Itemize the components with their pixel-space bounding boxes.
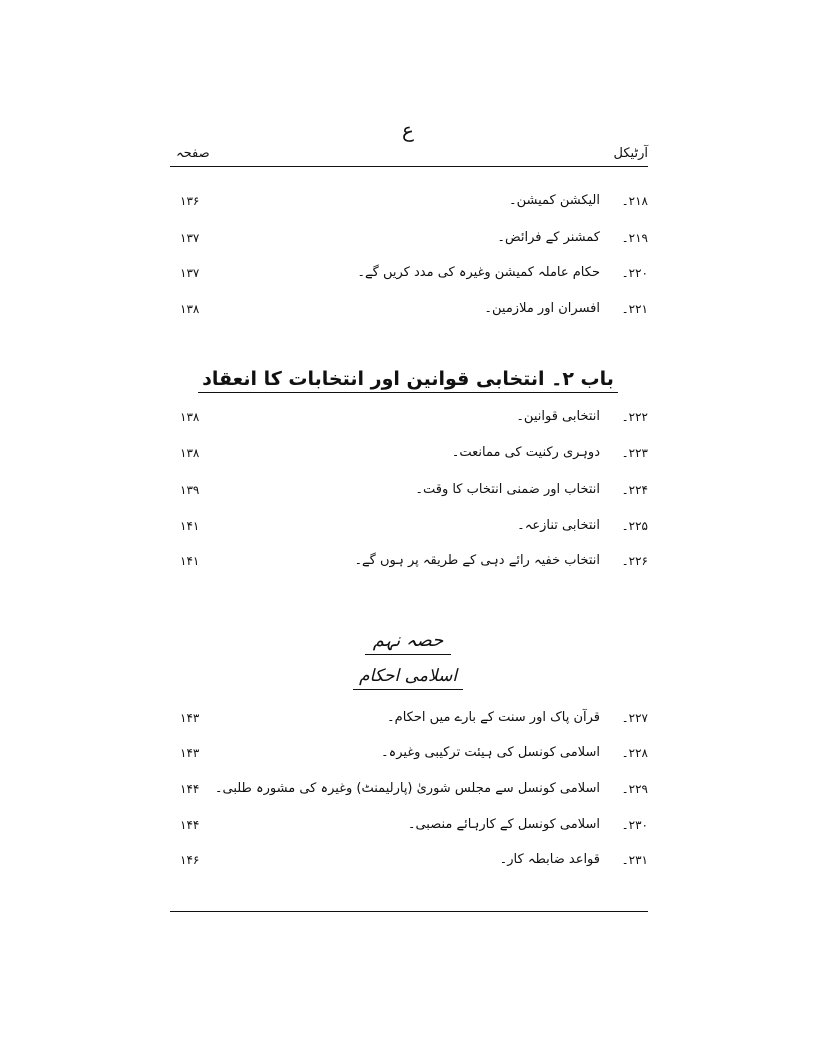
toc-row — [170, 742, 648, 764]
toc-page: ۱۴۴ — [180, 818, 200, 832]
toc-article-number: ۲۲۳۔ — [621, 446, 648, 460]
chapter-heading-text: باب ۲۔ انتخابی قوانین اور انتخابات کا انعقاد — [198, 368, 618, 393]
toc-article-number: ۲۳۰۔ — [621, 818, 648, 832]
toc-row — [170, 227, 648, 249]
page-column-label: صفحہ — [176, 146, 210, 161]
toc-page: ۱۴۱ — [180, 519, 200, 533]
toc-row — [170, 515, 648, 537]
toc-row — [170, 298, 648, 320]
toc-page: ۱۳۸ — [180, 410, 200, 424]
toc-page: ۱۳۸ — [180, 446, 200, 460]
toc-row — [170, 550, 648, 572]
toc-row — [170, 262, 648, 284]
part-heading — [0, 630, 816, 655]
toc-article-number: ۲۲۱۔ — [621, 302, 648, 316]
toc-page: ۱۴۳ — [180, 746, 200, 760]
toc-title: قواعد ضابطہ کار۔ — [499, 852, 600, 867]
toc-article-number: ۲۲۰۔ — [621, 266, 648, 280]
toc-page: ۱۳۹ — [180, 483, 200, 497]
footer-divider — [170, 911, 648, 912]
part-subheading-text: اسلامی احکام — [353, 666, 463, 690]
toc-page: ۱۳۶ — [180, 194, 200, 208]
toc-page: ۱۴۴ — [180, 782, 200, 796]
toc-article-number: ۲۲۵۔ — [621, 519, 648, 533]
toc-title: اسلامی کونسل کی ہیئت ترکیبی وغیرہ۔ — [380, 745, 600, 760]
toc-article-number: ۲۲۴۔ — [621, 483, 648, 497]
toc-page: ۱۴۳ — [180, 711, 200, 725]
toc-title: کمشنر کے فرائض۔ — [497, 230, 600, 245]
toc-row — [170, 406, 648, 428]
toc-title: انتخابی تنازعہ۔ — [517, 518, 600, 533]
toc-article-number: ۲۳۱۔ — [621, 853, 648, 867]
toc-article-number: ۲۲۲۔ — [621, 410, 648, 424]
page-number: ع — [402, 118, 414, 142]
toc-title: قرآن پاک اور سنت کے بارے میں احکام۔ — [387, 710, 600, 725]
column-header — [170, 146, 648, 166]
toc-row — [170, 190, 648, 212]
toc-row — [170, 442, 648, 464]
toc-row — [170, 778, 648, 800]
toc-title: دوہری رکنیت کی ممانعت۔ — [451, 445, 600, 460]
toc-page: ۱۳۸ — [180, 302, 200, 316]
toc-title: الیکشن کمیشن۔ — [508, 193, 600, 208]
toc-title: انتخابی قوانین۔ — [516, 409, 600, 424]
toc-page: ۱۳۷ — [180, 231, 200, 245]
toc-row — [170, 814, 648, 836]
toc-title: حکام عاملہ کمیشن وغیرہ کی مدد کریں گے۔ — [357, 265, 600, 280]
toc-row — [170, 707, 648, 729]
toc-article-number: ۲۱۸۔ — [621, 194, 648, 208]
part-subheading — [0, 666, 816, 690]
toc-title: افسران اور ملازمین۔ — [484, 301, 600, 316]
toc-row — [170, 849, 648, 871]
toc-title: اسلامی کونسل کے کارہائے منصبی۔ — [407, 817, 600, 832]
toc-article-number: ۲۲۹۔ — [621, 782, 648, 796]
toc-title: انتخاب اور ضمنی انتخاب کا وقت۔ — [415, 482, 600, 497]
part-heading-text: حصہ نہم — [365, 630, 452, 655]
toc-article-number: ۲۲۸۔ — [621, 746, 648, 760]
toc-page: ۱۴۱ — [180, 554, 200, 568]
toc-page: ۱۴۶ — [180, 853, 200, 867]
toc-title: انتخاب خفیہ رائے دہی کے طریقہ پر ہوں گے۔ — [354, 553, 600, 568]
toc-row — [170, 479, 648, 501]
toc-article-number: ۲۲۶۔ — [621, 554, 648, 568]
chapter-heading — [0, 368, 816, 393]
header-divider — [170, 166, 648, 167]
toc-title: اسلامی کونسل سے مجلس شوریٰ (پارلیمنٹ) وغیرہ کی مشورہ طلبی۔ — [214, 781, 600, 796]
article-column-label: آرٹیکل — [613, 146, 648, 161]
toc-article-number: ۲۲۷۔ — [621, 711, 648, 725]
toc-page: ۱۳۷ — [180, 266, 200, 280]
toc-article-number: ۲۱۹۔ — [621, 231, 648, 245]
